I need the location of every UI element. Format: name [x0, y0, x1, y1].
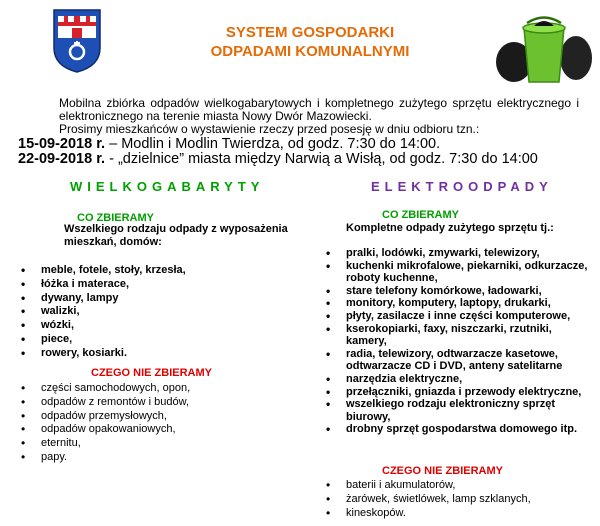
date-2: 22-09-2018 r.: [18, 151, 106, 167]
intro-request: Prosimy mieszkańców o wystawienie rzeczy przed posesję w dniu odbioru tzn.:: [59, 122, 480, 136]
page-title-line2: ODPADAMI KOMUNALNYMI: [210, 43, 410, 60]
list-item: • odpadów z remontów i budów,: [21, 396, 281, 410]
list-item: • rowery, kosiarki.: [21, 347, 281, 361]
list-item: • pralki, lodówki, zmywarki, telewizory,: [326, 247, 588, 260]
list-item: • łóżka i materace,: [21, 278, 281, 292]
list-item: • meble, fotele, stoły, krzesła,: [21, 264, 281, 278]
list-item: • kuchenki mikrofalowe, piekarniki, odkurzacze, roboty kuchenne,: [326, 260, 588, 285]
list-item: • drobny sprzęt gospodarstwa domowego itp.: [326, 423, 588, 436]
list-item: • narzędzia elektryczne,: [326, 373, 588, 386]
list-item: • płyty, zasilacze i inne części komputerowe,: [326, 310, 588, 323]
list-item: • eternitu,: [21, 437, 281, 451]
bulky-collect-description: Wszelkiego rodzaju odpady z wyposażenia mieszkań, domów:: [64, 223, 288, 248]
bulky-waste-heading: WIELKOGABARYTY: [70, 179, 265, 194]
list-item: • walizki,: [21, 305, 281, 319]
list-item: • wszelkiego rodzaju elektroniczny sprzęt biurowy,: [326, 398, 588, 423]
list-item: • kineskopów.: [326, 507, 588, 521]
coat-of-arms-icon: [52, 8, 102, 74]
e-waste-no-collect-heading: CZEGO NIE ZBIERAMY: [382, 465, 504, 477]
list-item: • kserokopiarki, faxy, niszczarki, rzutniki, kamery,: [326, 323, 588, 348]
collection-date-2: [18, 151, 598, 167]
bulky-no-collect-heading: CZEGO NIE ZBIERAMY: [91, 367, 213, 379]
list-item: • części samochodowych, opon,: [21, 382, 281, 396]
e-waste-no-collect-list: [326, 479, 588, 520]
list-item: • odpadów przemysłowych,: [21, 410, 281, 424]
e-waste-heading: ELEKTROODPADY: [371, 179, 553, 194]
collection-date-1: [18, 136, 598, 152]
list-item: • żarówek, świetlówek, lamp szklanych,: [326, 493, 588, 507]
list-item: • papy.: [21, 451, 281, 465]
list-item: • piece,: [21, 333, 281, 347]
waste-bin-icon: [494, 14, 594, 84]
bulky-collect-list: [21, 264, 281, 361]
list-item: • dywany, lampy: [21, 292, 281, 306]
list-item: • stare telefony komórkowe, ładowarki,: [326, 285, 588, 298]
bulky-no-collect-list: [21, 382, 281, 465]
page-title-line1: SYSTEM GOSPODARKI: [225, 24, 395, 41]
bulky-collect-heading: CO ZBIERAMY: [77, 212, 154, 224]
date-2-description: - „dzielnice” miasta między Narwią a Wisłą, od godz. 7:30 do 14:00: [105, 151, 538, 167]
list-item: • radia, telewizory, odtwarzacze kasetowe, odtwarzacze CD i DVD, anteny satelitarne: [326, 348, 588, 373]
list-item: • przełączniki, gniazda i przewody elektryczne,: [326, 386, 588, 399]
list-item: • odpadów opakowaniowych,: [21, 423, 281, 437]
date-1-description: – Modlin i Modlin Twierdza, od godz. 7:30 do 14:00.: [105, 136, 441, 152]
list-item: • baterii i akumulatorów,: [326, 479, 588, 493]
list-item: • wózki,: [21, 319, 281, 333]
intro-text: Mobilna zbiórka odpadów wielkogabarytowych i kompletnego zużytego sprzętu elektrycznego i elektronicznego na terenie miasta Nowy Dwór Mazowiecki.: [59, 96, 579, 123]
list-item: • monitory, komputery, laptopy, drukarki,: [326, 297, 588, 310]
e-waste-collect-list: [326, 247, 588, 436]
date-1: 15-09-2018 r.: [18, 136, 106, 152]
e-waste-collect-heading: CO ZBIERAMY: [382, 209, 459, 221]
e-waste-collect-description: Kompletne odpady zużytego sprzętu tj.:: [346, 222, 554, 234]
